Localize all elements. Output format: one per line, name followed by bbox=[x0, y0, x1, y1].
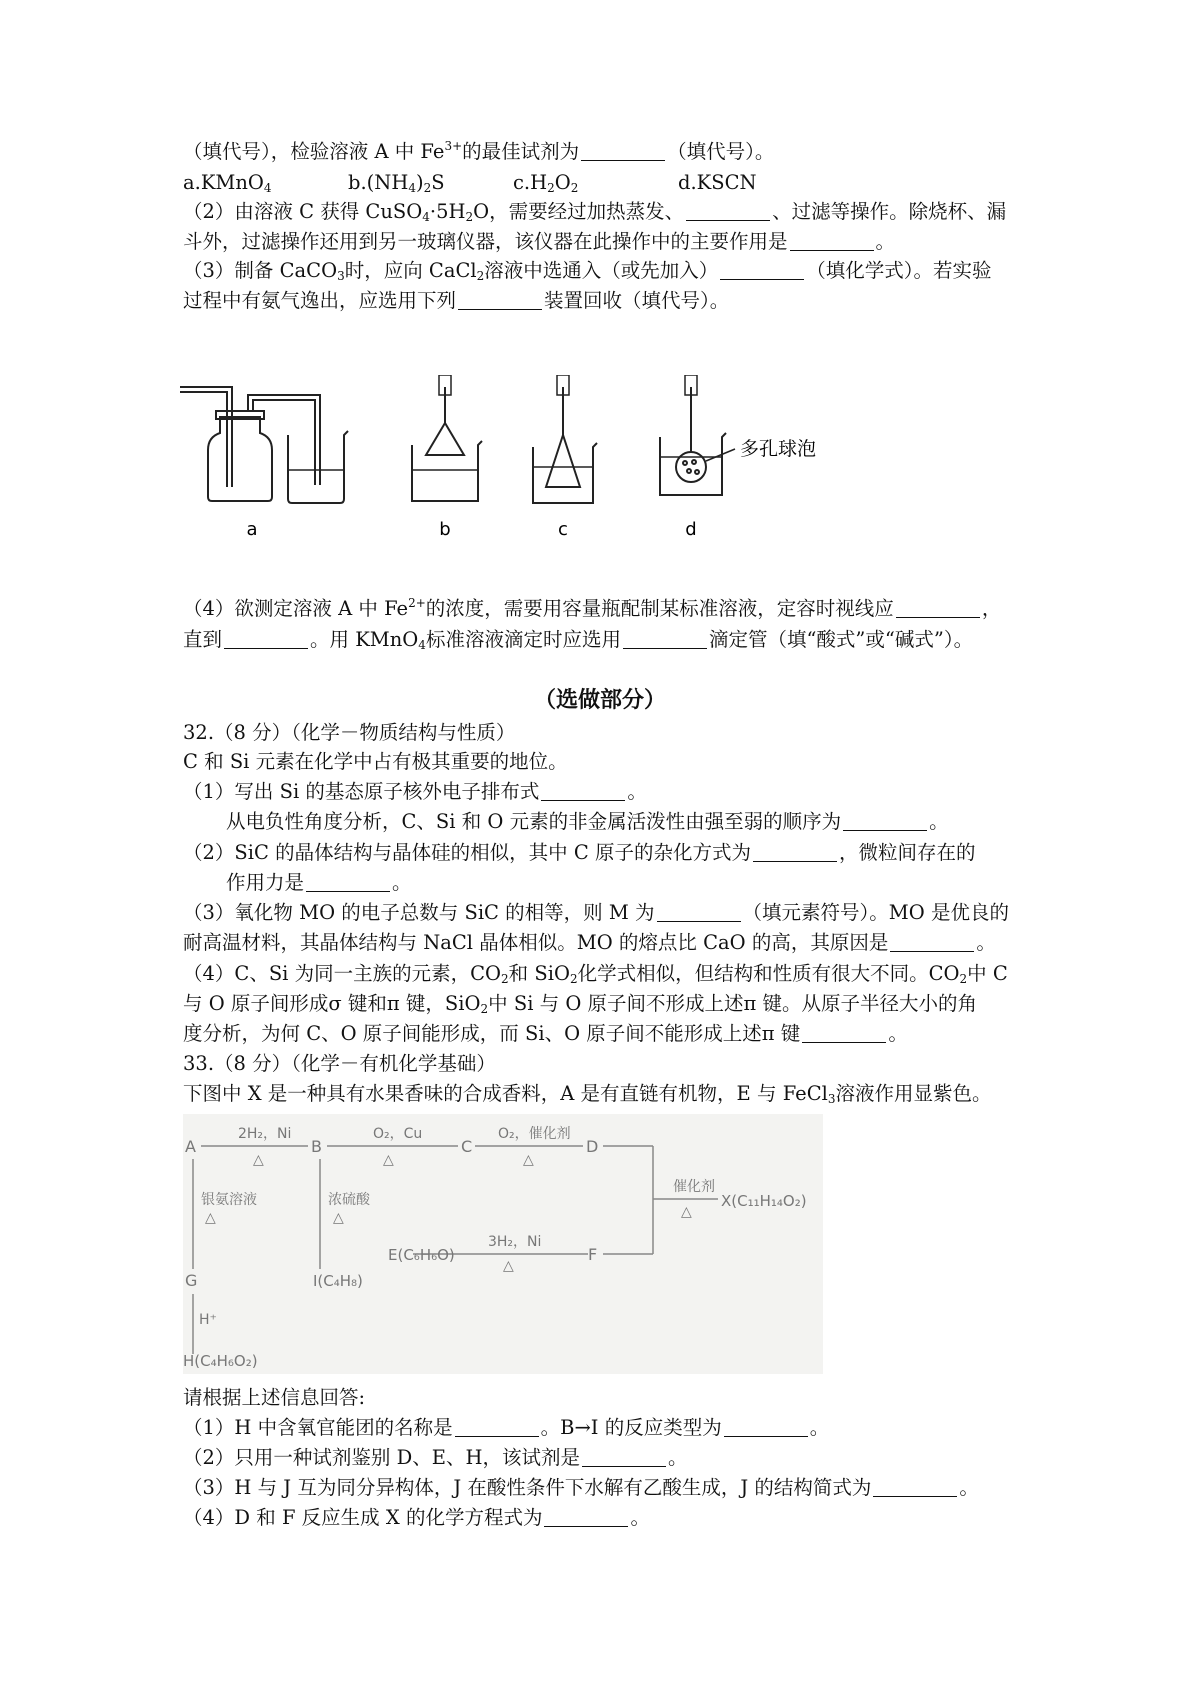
q31-part3-line-2: 过程中有氨气逸出，应选用下列 装置回收（填代号）。 bbox=[183, 289, 730, 312]
node-I: I(C₄H₈) bbox=[313, 1272, 363, 1290]
option-b: $b.(NH_4)_2S$ bbox=[348, 171, 445, 195]
answer-blank[interactable] bbox=[873, 1476, 957, 1497]
section-title: （选做部分） bbox=[533, 687, 666, 713]
beaker-a bbox=[288, 431, 348, 503]
heat-x: △ bbox=[681, 1204, 692, 1220]
reagent-bi: 浓硫酸 bbox=[328, 1192, 370, 1208]
q31-line-1 bbox=[183, 139, 774, 165]
node-B: B bbox=[311, 1137, 322, 1156]
heat-cd: △ bbox=[523, 1152, 534, 1168]
answer-blank[interactable] bbox=[455, 1416, 539, 1437]
answer-blank[interactable] bbox=[657, 901, 741, 922]
q31-part2-line-2: 斗外，过滤操作还用到另一玻璃仪器，该仪器在此操作中的主要作用是 。 bbox=[183, 230, 896, 253]
answer-blank[interactable] bbox=[790, 230, 874, 251]
fig-label-c: c bbox=[558, 519, 568, 540]
q32-part1: （1）写出 Si 的基态原子核外电子排布式 。 bbox=[183, 780, 647, 803]
q32-intro: C 和 Si 元素在化学中占有极其重要的地位。 bbox=[183, 750, 568, 773]
q32-heading: 32.（8 分）（化学－物质结构与性质） bbox=[183, 721, 516, 744]
q32-part4: （4）C、Si 为同一主族的元素，$CO_2$和 SiO$_2$化学式相似，但结构和性质有很大不同。$CO_2$中 C bbox=[183, 962, 1008, 986]
answer-blank[interactable] bbox=[544, 1506, 628, 1527]
option-d: d.KSCN bbox=[678, 171, 757, 194]
answer-blank[interactable] bbox=[458, 289, 542, 310]
q32-part4-c: 度分析，为何 C、O 原子间能形成，而 Si、O 原子间不能形成上述π 键 。 bbox=[183, 1022, 908, 1045]
node-F: F bbox=[588, 1245, 598, 1264]
q31-part3-line-1: （3）制备 CaCO$_3$时，应向 CaCl$_2$溶液中选通入（或先加入） （填化学式）。若实验 bbox=[183, 259, 992, 283]
reagent-ag: 银氨溶液 bbox=[201, 1192, 257, 1208]
q32-part3-b: 耐高温材料，其晶体结构与 NaCl 晶体相似。MO 的熔点比 CaO 的高，其原因是 。 bbox=[183, 931, 996, 954]
answer-blank[interactable] bbox=[623, 628, 707, 649]
option-c: $c.H_2O_2$ bbox=[513, 171, 579, 195]
apparatus-figure bbox=[180, 375, 940, 545]
q32-part1-b: 从电负性角度分析，C、Si 和 O 元素的非金属活泼性由强至弱的顺序为 。 bbox=[226, 810, 949, 833]
node-C: C bbox=[461, 1137, 473, 1156]
q33-intro: 下图中 X 是一种具有水果香味的合成香料，A 是有直链有机物，E 与 FeCl$_3$溶液作用显紫色。 bbox=[183, 1082, 992, 1106]
q32-part4-b: 与 O 原子间形成σ 键和π 键，SiO$_2$中 Si 与 O 原子间不形成上述π 键。从原子半径大小的角 bbox=[183, 992, 978, 1016]
q33-part2: （2）只用一种试剂鉴别 D、E、H，该试剂是 。 bbox=[183, 1446, 688, 1469]
q31-options bbox=[183, 170, 843, 196]
text: （填代号）。 bbox=[667, 140, 775, 163]
heat-ef: △ bbox=[503, 1258, 514, 1274]
reaction-scheme bbox=[183, 1114, 823, 1374]
q31-part4-line-1: （4）欲测定溶液 A 中 $Fe^{2+}$的浓度，需要用容量瓶配制某标准溶液，定容时视线应 ， bbox=[183, 596, 1002, 620]
heat-ag: △ bbox=[205, 1210, 216, 1226]
q32-part3: （3）氧化物 MO 的电子总数与 SiC 的相等，则 M 为 （填元素符号）。MO 是优良的 bbox=[183, 901, 1009, 924]
answer-blank[interactable] bbox=[890, 931, 974, 952]
node-A: A bbox=[185, 1137, 196, 1156]
reagent-catalyst: 催化剂 bbox=[673, 1179, 715, 1195]
fig-label-d: d bbox=[685, 519, 697, 540]
q32-part2-b: 作用力是 。 bbox=[226, 871, 412, 894]
q33-ask: 请根据上述信息回答: bbox=[183, 1386, 366, 1409]
q33-part4: （4）D 和 F 反应生成 X 的化学方程式为 。 bbox=[183, 1506, 650, 1529]
node-E: E(C₆H₆O) bbox=[388, 1246, 455, 1264]
option-a: a.KMnO$_4$ bbox=[183, 171, 272, 195]
gas-bottle bbox=[208, 417, 272, 501]
q33-part1: （1）H 中含氧官能团的名称是 。B→I 的反应类型为 。 bbox=[183, 1416, 830, 1439]
heat-bi: △ bbox=[333, 1210, 344, 1226]
node-X: X(C₁₁H₁₄O₂) bbox=[721, 1192, 807, 1210]
fig-label-a: a bbox=[246, 519, 258, 540]
node-H: H(C₄H₆O₂) bbox=[183, 1352, 258, 1370]
answer-blank[interactable] bbox=[306, 871, 390, 892]
answer-blank[interactable] bbox=[802, 1022, 886, 1043]
fig-note: 多孔球泡 bbox=[740, 438, 817, 460]
heat-bc: △ bbox=[383, 1152, 394, 1168]
heat-ab: △ bbox=[253, 1152, 264, 1168]
answer-blank[interactable] bbox=[896, 597, 980, 618]
node-G: G bbox=[185, 1271, 198, 1290]
answer-blank[interactable] bbox=[224, 628, 308, 649]
q31-part2-line-1: （2）由溶液 C 获得 $CuSO_4\cdot 5H_2O$，需要经过加热蒸发、 、过滤等操作。除烧杯、漏 bbox=[183, 200, 1007, 224]
q33-heading: 33.（8 分）（化学－有机化学基础） bbox=[183, 1052, 496, 1075]
reagent-ef: 3H₂，Ni bbox=[488, 1234, 542, 1250]
reagent-bc: O₂，Cu bbox=[373, 1126, 423, 1142]
q31-part4-line-2: 直到 。用 KMnO$_4$标准溶液滴定时应选用 滴定管（填“酸式”或“碱式”）。 bbox=[183, 628, 974, 652]
reagent-gh: H⁺ bbox=[199, 1312, 217, 1328]
answer-blank[interactable] bbox=[581, 140, 665, 161]
text: （填代号），检验溶液 A 中 Fe bbox=[183, 140, 445, 163]
answer-blank[interactable] bbox=[753, 841, 837, 862]
answer-blank[interactable] bbox=[724, 1416, 808, 1437]
q33-part3: （3）H 与 J 互为同分异构体，J 在酸性条件下水解有乙酸生成，J 的结构简式为 。 bbox=[183, 1476, 979, 1499]
reagent-cd: O₂，催化剂 bbox=[498, 1126, 571, 1142]
beaker-c bbox=[533, 443, 597, 503]
beaker-b bbox=[412, 441, 482, 501]
superscript: 3+ bbox=[444, 139, 463, 153]
node-D: D bbox=[586, 1137, 599, 1156]
answer-blank[interactable] bbox=[720, 259, 804, 280]
answer-blank[interactable] bbox=[582, 1446, 666, 1467]
text: 的最佳试剂为 bbox=[462, 140, 580, 163]
reagent-ab: 2H₂，Ni bbox=[238, 1126, 292, 1142]
answer-blank[interactable] bbox=[686, 200, 770, 221]
answer-blank[interactable] bbox=[541, 780, 625, 801]
fig-label-b: b bbox=[439, 519, 451, 540]
q32-part2: （2）SiC 的晶体结构与晶体硅的相似，其中 C 原子的杂化方式为 ，微粒间存在的 bbox=[183, 841, 976, 864]
answer-blank[interactable] bbox=[843, 810, 927, 831]
